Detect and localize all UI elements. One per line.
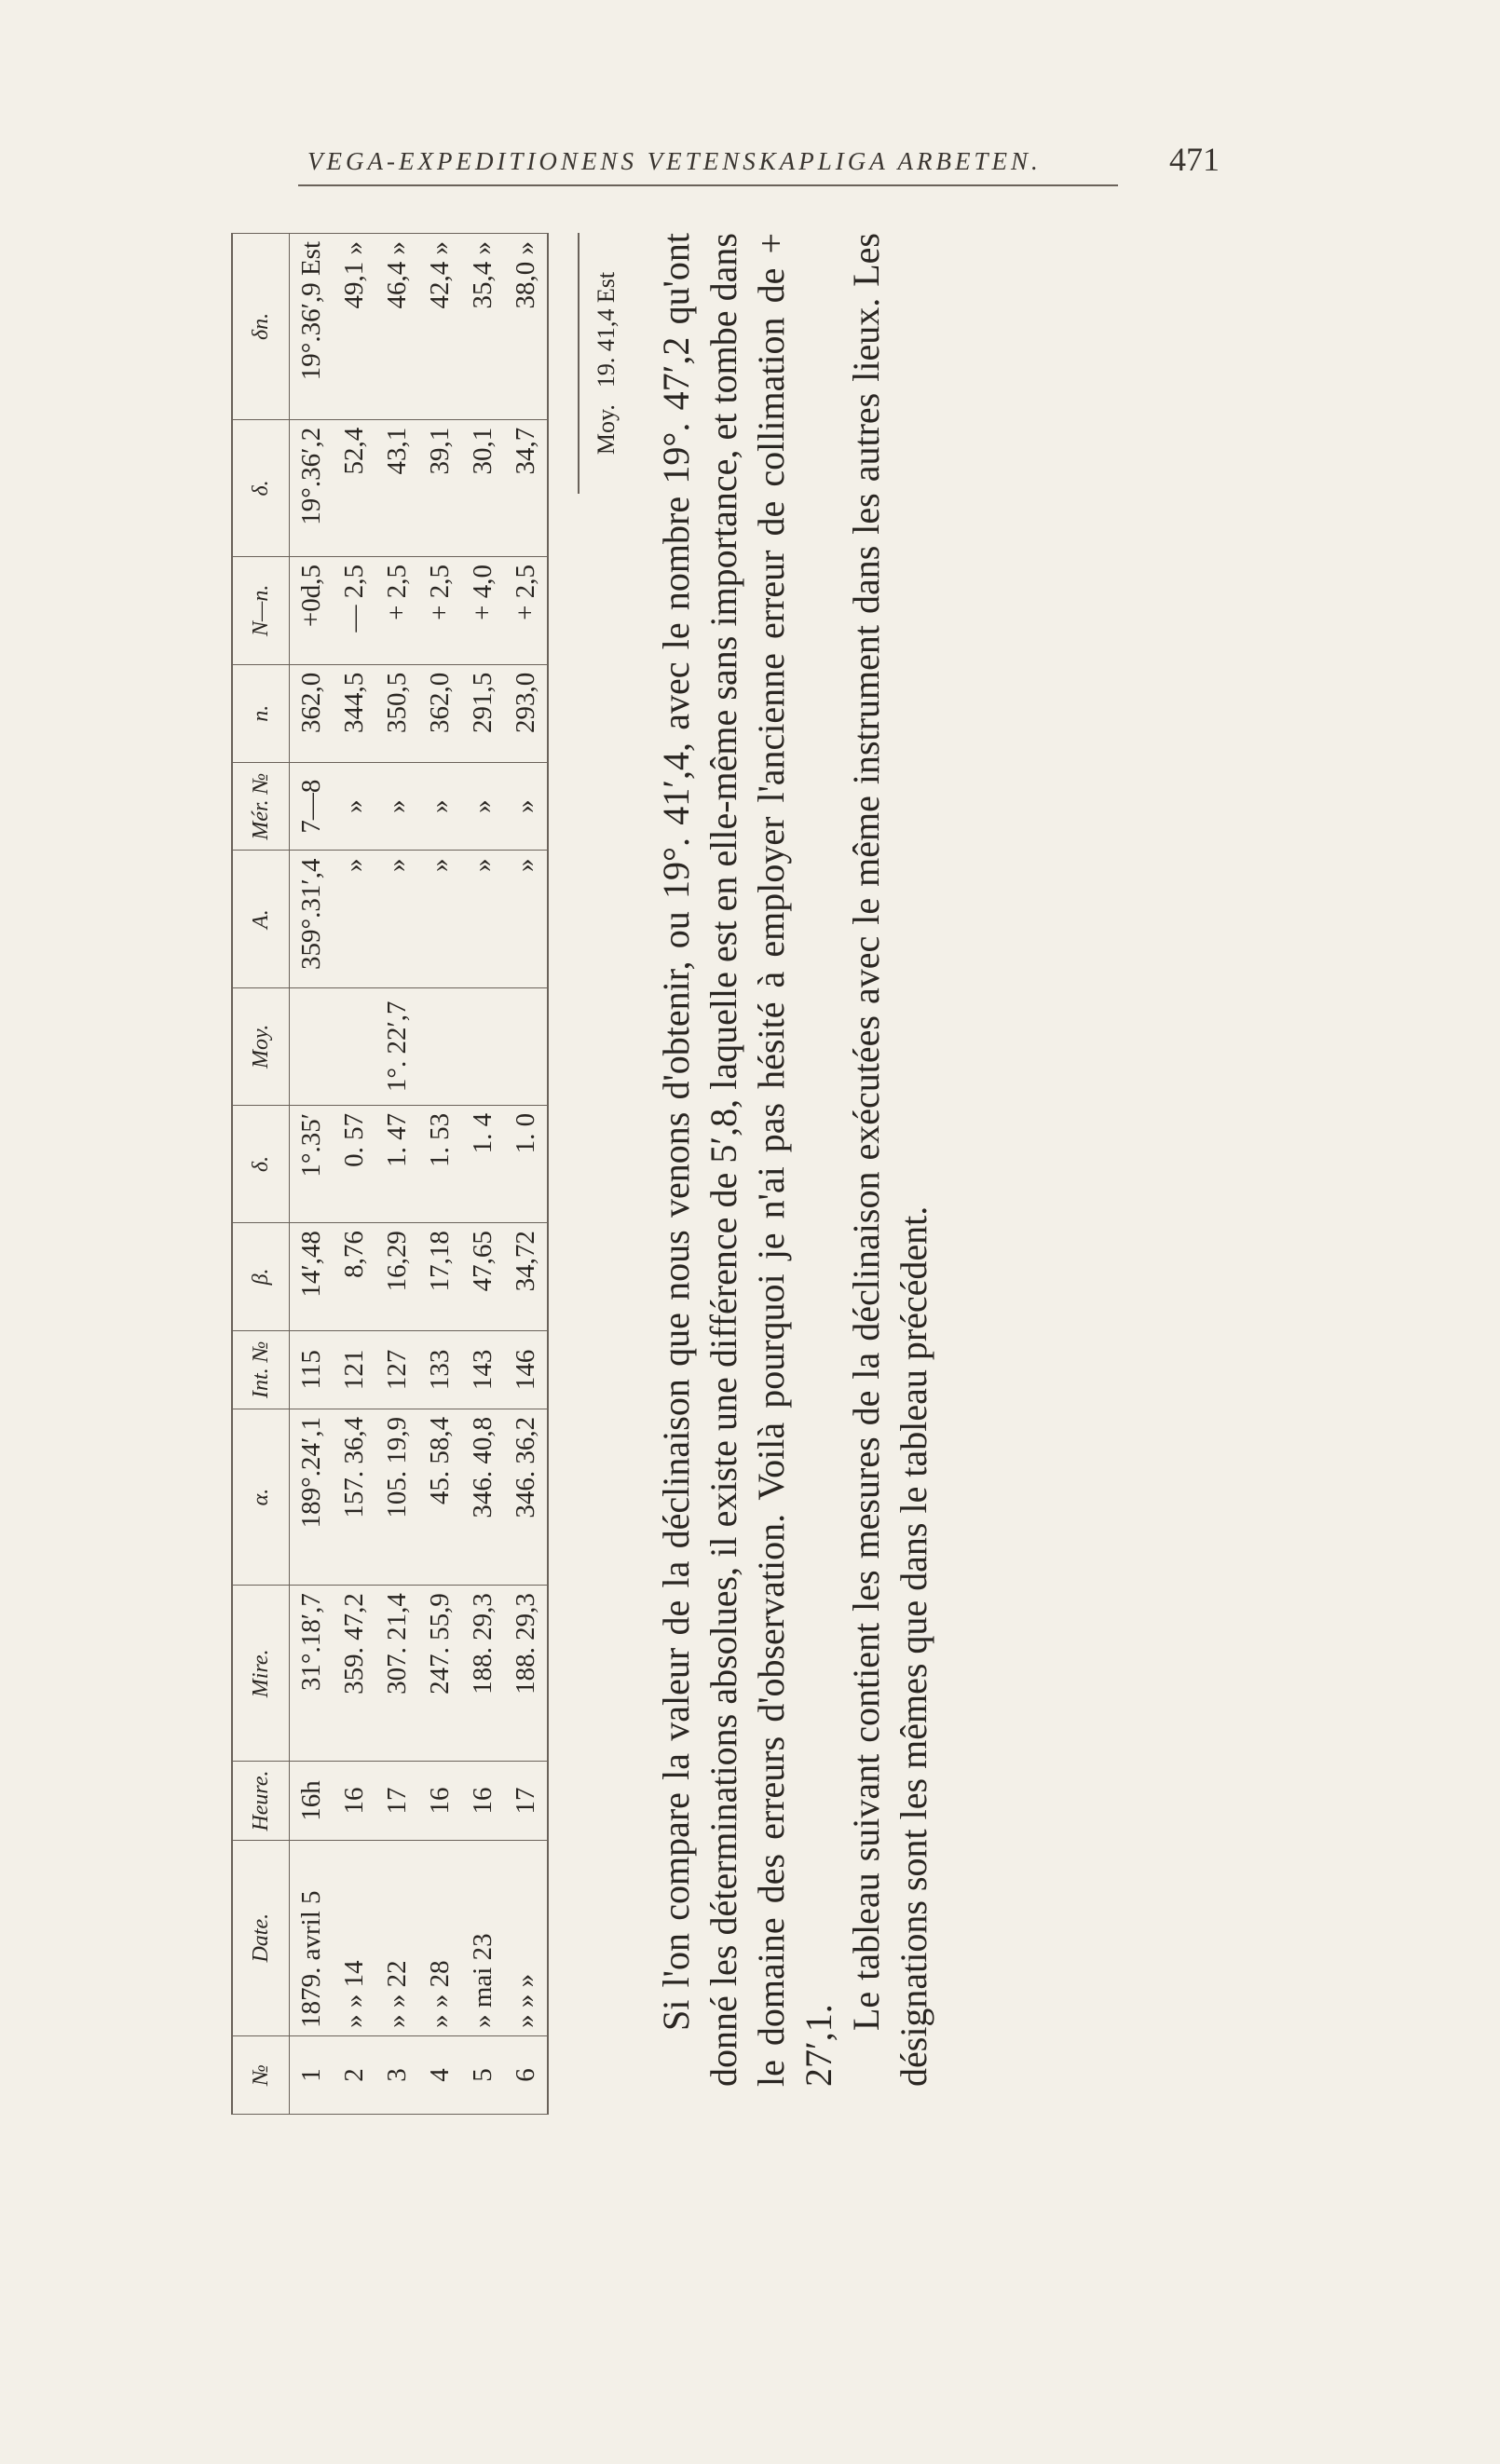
table-cell: 31°.18′,7: [290, 1586, 334, 1762]
table-cell: 45. 58,4: [418, 1409, 461, 1585]
table-cell: 14′,48: [290, 1223, 334, 1331]
table-cell: 3: [375, 2035, 418, 2114]
table-cell: 115: [290, 1330, 334, 1409]
table-cell: 359. 47,2: [333, 1586, 375, 1762]
table-cell: + 2,5: [375, 557, 418, 665]
table-cell: [290, 987, 334, 1105]
table-cell: 16h: [290, 1762, 334, 1840]
table-cell: 1°. 22′,7: [375, 987, 418, 1105]
table-cell: 346. 40,8: [461, 1409, 504, 1585]
col-header: δn.: [232, 234, 290, 420]
table-cell: 247. 55,9: [418, 1586, 461, 1762]
rotated-content: [231, 233, 1125, 2115]
observation-table: [231, 233, 549, 2115]
col-header: α.: [232, 1409, 290, 1585]
table-cell: »: [333, 851, 375, 987]
table-cell: 4: [418, 2035, 461, 2114]
table-cell: 1879. avril 5: [290, 1840, 334, 2035]
table-row: [504, 234, 548, 2115]
table-row: [333, 234, 375, 2115]
col-header: Mire.: [232, 1586, 290, 1762]
col-header: n.: [232, 664, 290, 762]
table-cell: »: [375, 762, 418, 851]
table-cell: »: [333, 762, 375, 851]
table-cell: 291,5: [461, 664, 504, 762]
col-header: δ.: [232, 419, 290, 556]
table-cell: »: [418, 851, 461, 987]
table-cell: 359°.31′,4: [290, 851, 334, 987]
table-cell: »: [504, 762, 548, 851]
mean-row: [578, 233, 634, 494]
table-cell: 30,1: [461, 419, 504, 556]
col-header: β.: [232, 1223, 290, 1331]
table-cell: 0. 57: [333, 1105, 375, 1222]
table-cell: 157. 36,4: [333, 1409, 375, 1585]
table-cell: 34,7: [504, 419, 548, 556]
col-header: Moy.: [232, 987, 290, 1105]
table-cell: 143: [461, 1330, 504, 1409]
table-cell: + 2,5: [504, 557, 548, 665]
table-cell: 350,5: [375, 664, 418, 762]
table-cell: » » 14: [333, 1840, 375, 2035]
table-cell: 133: [418, 1330, 461, 1409]
col-header: Int. №: [232, 1330, 290, 1409]
table-row: [290, 234, 334, 2115]
table-cell: 344,5: [333, 664, 375, 762]
table-cell: 19°.36′,9 Est: [290, 234, 334, 420]
table-cell: 1. 47: [375, 1105, 418, 1222]
col-header: δ.: [232, 1105, 290, 1222]
table-cell: 189°.24′,1: [290, 1409, 334, 1585]
table-cell: 121: [333, 1330, 375, 1409]
paragraph: Si l'on compare la valeur de la déclinaison que nous venons d'obtenir, ou 19°. 41′,4, avec le nombre 19°. 47′,2 qu'ont donné les déterminations absolues, il existe une différence de 5′,8, laquelle est en elle-même sans importance, et tombe dans le domaine des erreurs d'observation. Voilà pourquoi je n'ai pas hésité à employer l'ancienne erreur de collimation de + 27′,1.: [655, 233, 839, 2087]
table-cell: [461, 987, 504, 1105]
table-cell: [504, 987, 548, 1105]
table-cell: 8,76: [333, 1223, 375, 1331]
table-cell: + 2,5: [418, 557, 461, 665]
table-cell: 16: [461, 1762, 504, 1840]
col-header: №: [232, 2035, 290, 2114]
table-cell: 1. 4: [461, 1105, 504, 1222]
col-header: A.: [232, 851, 290, 987]
table-cell: 105. 19,9: [375, 1409, 418, 1585]
table-cell: 307. 21,4: [375, 1586, 418, 1762]
table-cell: 39,1: [418, 419, 461, 556]
table-cell: 146: [504, 1330, 548, 1409]
table-cell: »: [504, 851, 548, 987]
paragraph: Le tableau suivant contient les mesures de la déclinaison exécutées avec le même instrument dans les autres lieux. Les désignations sont les mêmes que dans le tableau précédent.: [845, 233, 934, 2087]
table-cell: » mai 23: [461, 1840, 504, 2035]
table-cell: 362,0: [418, 664, 461, 762]
table-cell: 362,0: [290, 664, 334, 762]
table-cell: 16: [418, 1762, 461, 1840]
table-cell: »: [375, 851, 418, 987]
table-cell: 42,4 »: [418, 234, 461, 420]
col-header: N—n.: [232, 557, 290, 665]
col-header: Mér. №: [232, 762, 290, 851]
mean-label: Moy.: [593, 404, 620, 456]
table-cell: 7—8: [290, 762, 334, 851]
header-rule: [298, 184, 1118, 186]
table-cell: 43,1: [375, 419, 418, 556]
col-header: Heure.: [232, 1762, 290, 1840]
table-cell: 19°.36′,2: [290, 419, 334, 556]
table-cell: 188. 29,3: [504, 1586, 548, 1762]
table-cell: 6: [504, 2035, 548, 2114]
table-header-row: [232, 234, 290, 2115]
table-cell: »: [418, 762, 461, 851]
table-cell: [418, 987, 461, 1105]
table-cell: 1: [290, 2035, 334, 2114]
table-cell: 17: [504, 1762, 548, 1840]
table-cell: 17: [375, 1762, 418, 1840]
table-cell: 346. 36,2: [504, 1409, 548, 1585]
table-row: [418, 234, 461, 2115]
body-text: [652, 233, 937, 2087]
table-cell: » » 22: [375, 1840, 418, 2035]
table-cell: 16: [333, 1762, 375, 1840]
table-cell: [333, 987, 375, 1105]
table-cell: 5: [461, 2035, 504, 2114]
col-header: Date.: [232, 1840, 290, 2035]
header-title: VEGA-EXPEDITIONENS VETENSKAPLIGA ARBETEN.: [307, 147, 1042, 175]
table-cell: +0d,5: [290, 557, 334, 665]
table-cell: 52,4: [333, 419, 375, 556]
table-cell: 46,4 »: [375, 234, 418, 420]
table-cell: 188. 29,3: [461, 1586, 504, 1762]
table-cell: 16,29: [375, 1223, 418, 1331]
table-cell: 1°.35′: [290, 1105, 334, 1222]
table-cell: — 2,5: [333, 557, 375, 665]
table-cell: 2: [333, 2035, 375, 2114]
table-cell: 127: [375, 1330, 418, 1409]
table-cell: 49,1 »: [333, 234, 375, 420]
table-cell: 1. 53: [418, 1105, 461, 1222]
table-row: [461, 234, 504, 2115]
table-cell: »: [461, 762, 504, 851]
table-cell: »: [461, 851, 504, 987]
table-cell: 1. 0: [504, 1105, 548, 1222]
table-cell: 35,4 »: [461, 234, 504, 420]
table-cell: 17,18: [418, 1223, 461, 1331]
table-cell: » » 28: [418, 1840, 461, 2035]
mean-value: 19. 41,4 Est: [593, 271, 620, 388]
table-cell: 38,0 »: [504, 234, 548, 420]
table-cell: » » »: [504, 1840, 548, 2035]
table-cell: 47,65: [461, 1223, 504, 1331]
table-cell: 293,0: [504, 664, 548, 762]
table-row: [375, 234, 418, 2115]
page-number: 471: [1169, 141, 1220, 178]
table-cell: 34,72: [504, 1223, 548, 1331]
table-cell: + 4,0: [461, 557, 504, 665]
